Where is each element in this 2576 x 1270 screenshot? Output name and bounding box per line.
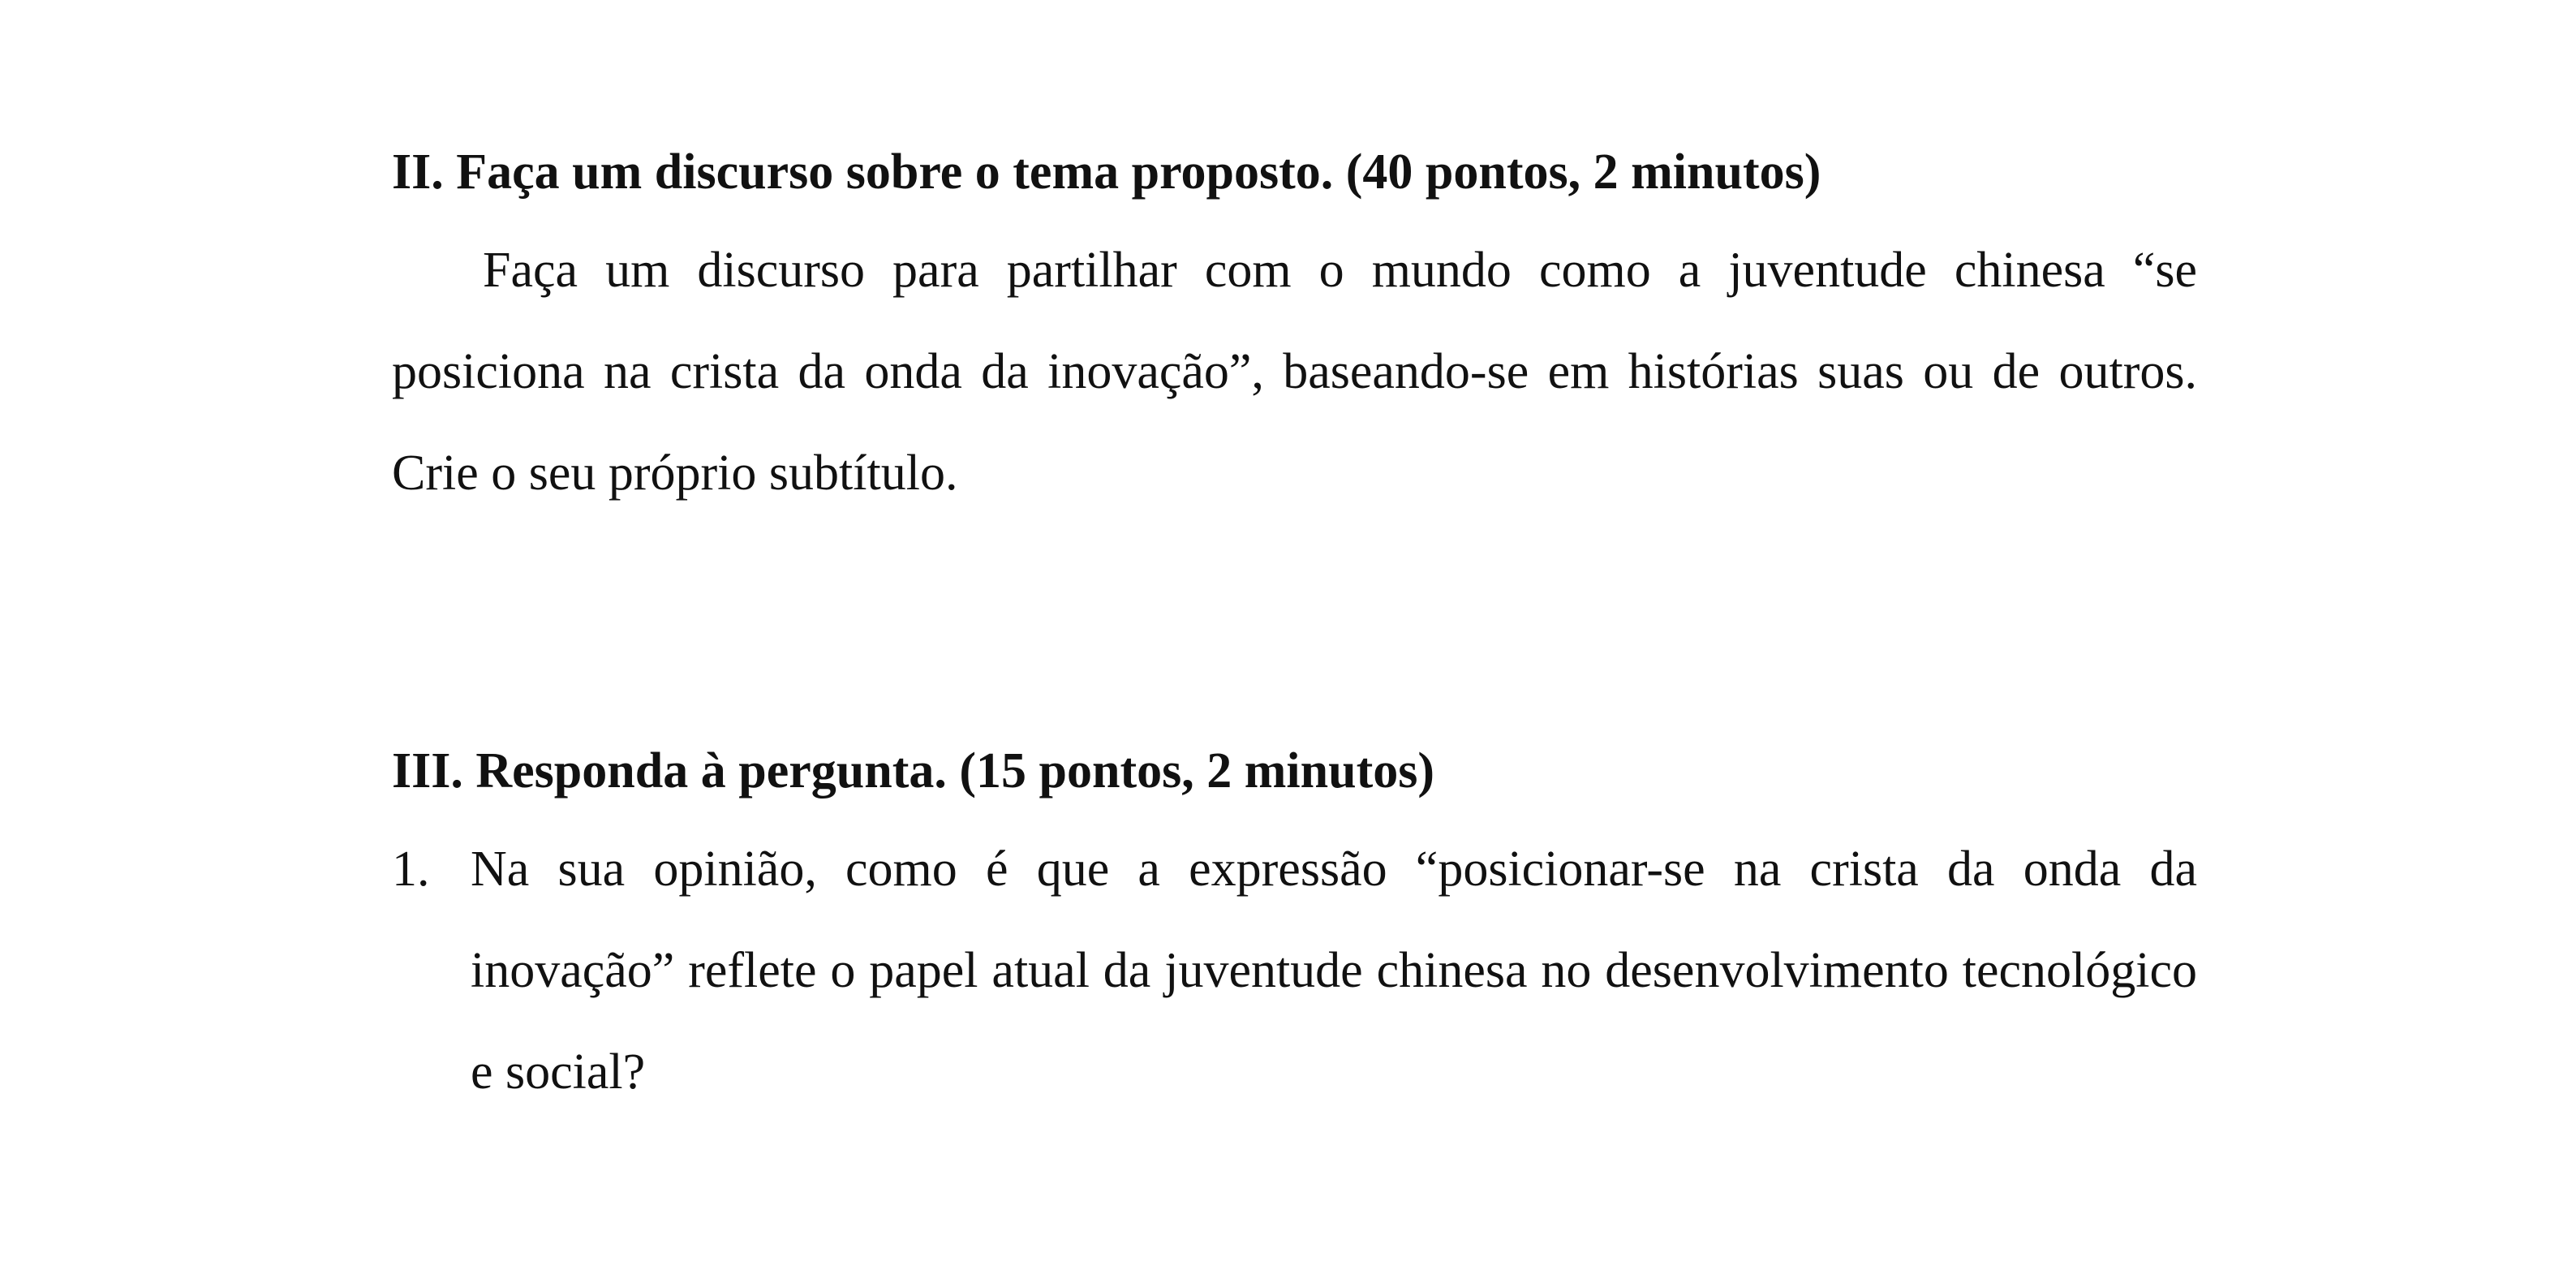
section-ii-heading: II. Faça um discurso sobre o tema proposto. (40 pontos, 2 minutos) xyxy=(392,144,1821,200)
question-item xyxy=(392,819,2197,1123)
section-ii-body: Faça um discurso para partilhar com o mundo como a juventude chinesa “se posiciona na crista da onda da inovação”, baseando-se em histórias suas ou de outros. Crie o seu próprio subtítulo. xyxy=(392,243,2197,501)
question-text: Na sua opinião, como é que a expressão “posicionar-se na crista da onda da inovação” reflete o papel atual da juventude chinesa no desenvolvimento tecnológico e social? xyxy=(471,842,2197,1100)
section-spacer xyxy=(392,524,2197,737)
document-content xyxy=(392,138,2197,1123)
section-iii-heading: III. Responda à pergunta. (15 pontos, 2 minutos) xyxy=(392,743,1435,799)
question-number: 1. xyxy=(392,842,430,897)
